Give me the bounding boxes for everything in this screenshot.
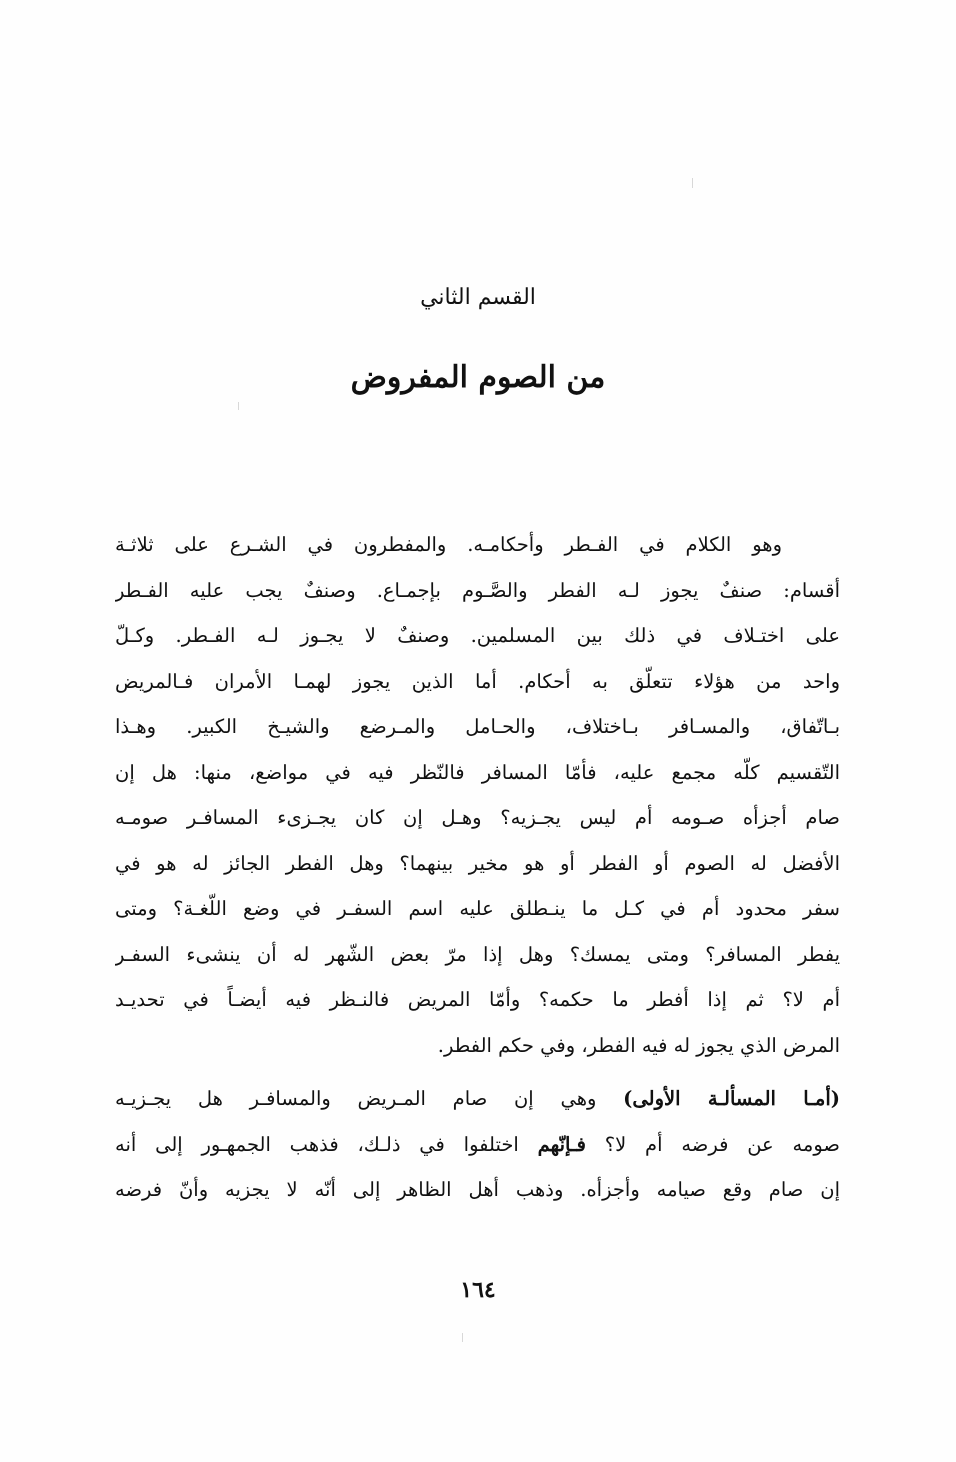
text-line: وهو الكلام في الفـطر وأحكامـه. والمفطرون في الشـرع على ثلاثـة <box>115 533 782 556</box>
scan-artifact <box>238 402 239 410</box>
text-line: المرض الذي يجوز له فيه الفطر، وفي حكم الفطر. <box>437 1033 840 1057</box>
text-span: اختلفوا في ذلـك، فذهب الجمهـور إلى أنه <box>115 1132 538 1156</box>
text-line: الأفضل له الصوم أو الفطر أو هو مخير بينهما؟ وهل الفطر الجائز له هو في <box>115 851 840 875</box>
text-line: واحد من هؤلاء تتعلّق به أحكام. أما الذين يجوز لهمـا الأمران فـالمريض <box>115 669 840 693</box>
bold-word: فـإنّهم <box>537 1132 586 1156</box>
scan-artifact <box>692 178 693 188</box>
question-heading: (أمـا المسألـة الأولى) <box>623 1087 840 1110</box>
text-line: على اختـلاف في ذلك بين المسلمين. وصنفٌ لا يجـوز لـه الفـطر. وكـلّ <box>115 624 840 647</box>
text-line <box>115 1076 840 1122</box>
section-title: من الصوم المفروض <box>350 360 606 395</box>
page-number: ١٦٤ <box>460 1277 496 1303</box>
text-line: التّقسيم كلّه مجمع عليه، فأمّا المسافر فالنّظر فيه في مواضع، منها: هل إن <box>115 760 840 784</box>
text-line: أم لا؟ ثم إذا أفطر ما حكمه؟ وأمّا المريض فالنـظر فيه أيضـاً في تحديـد <box>115 988 840 1011</box>
text-line: أقسام: صنفٌ يجوز لـه الفطر والصَّـوم بإجمـاع. وصنفٌ يجب عليه الفـطر <box>115 578 840 602</box>
section-label: القسم الثاني <box>420 285 536 310</box>
text-line: يفطر المسافر؟ ومتى يمسك؟ وهل إذا مرّ بعض الشّهر له أن ينشىء السفـر <box>115 942 840 966</box>
text-span: صومه عن فرضه أم لا؟ <box>586 1132 840 1156</box>
scan-artifact <box>462 1333 463 1342</box>
text-line: سفر محدود أم في كـل ما ينـطلق عليه اسم السفـر في وضع اللّغـة؟ ومتى <box>115 897 840 920</box>
body-text <box>115 522 840 1213</box>
text-line: بـاتّفاق، والمسـافر بـاختلاف، والحـامل والمـرضع والشيـخ الكبير. وهـذا <box>115 715 840 738</box>
text-line: إن صام وقع صيامه وأجزأه. وذهب أهل الظاهر إلى أنّه لا يجزيه وأنّ فرضه <box>115 1178 840 1201</box>
text-span: وهي إن صام المـريض والمسافـر هل يجـزيـه <box>115 1087 624 1110</box>
text-line <box>115 1122 840 1168</box>
text-line: صام أجزأه صـومه أم ليس يجـزيه؟ وهـل إن كان يجـزىء المسافـر صومـه <box>115 806 840 829</box>
